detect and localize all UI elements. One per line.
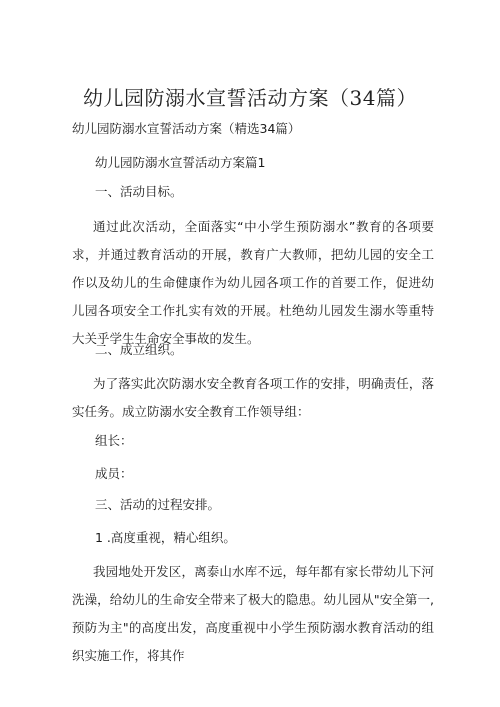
leader-label: 组长： bbox=[95, 433, 133, 448]
member-label: 成员： bbox=[95, 466, 133, 481]
section-1-body: 通过此次活动，全面落实“中小学生预防溺水”教育的各项要求，并通过教育活动的开展，教育广大教师，把幼儿园的安全工作以及幼儿的生命健康作为幼儿园各项工作的首要工作，促进幼儿园各项安全工作扎实有效的开展。杜绝幼儿园发生溺水等重特大关乎学生生命安全事故的发生。 bbox=[72, 219, 434, 346]
section-2-body: 为了落实此次防溺水安全教育各项工作的安排，明确责任，落实任务。成立防溺水安全教育工作领导组： bbox=[72, 376, 434, 419]
chapter-heading: 幼儿园防溺水宣誓活动方案篇1 bbox=[95, 155, 266, 170]
section-3-heading: 三、活动的过程安排。 bbox=[95, 497, 221, 512]
item-1-heading: 1 .高度重视，精心组织。 bbox=[95, 530, 236, 545]
item-1-body: 我园地处开发区，离泰山水库不远，每年都有家长带幼儿下河洗澡，给幼儿的生命安全带来了极大的隐患。幼儿园从"安全第一,预防为主"的高度出发，高度重视中小学生预防溺水教育活动的组织实施工作，将其作 bbox=[72, 564, 434, 663]
section-1-heading: 一、活动目标。 bbox=[95, 184, 183, 199]
document-title: 幼儿园防溺水宣誓活动方案（34篇） bbox=[83, 86, 417, 110]
section-2-heading: 二、成立组织。 bbox=[95, 342, 183, 357]
document-subtitle: 幼儿园防溺水宣誓活动方案（精选34篇） bbox=[72, 121, 301, 136]
